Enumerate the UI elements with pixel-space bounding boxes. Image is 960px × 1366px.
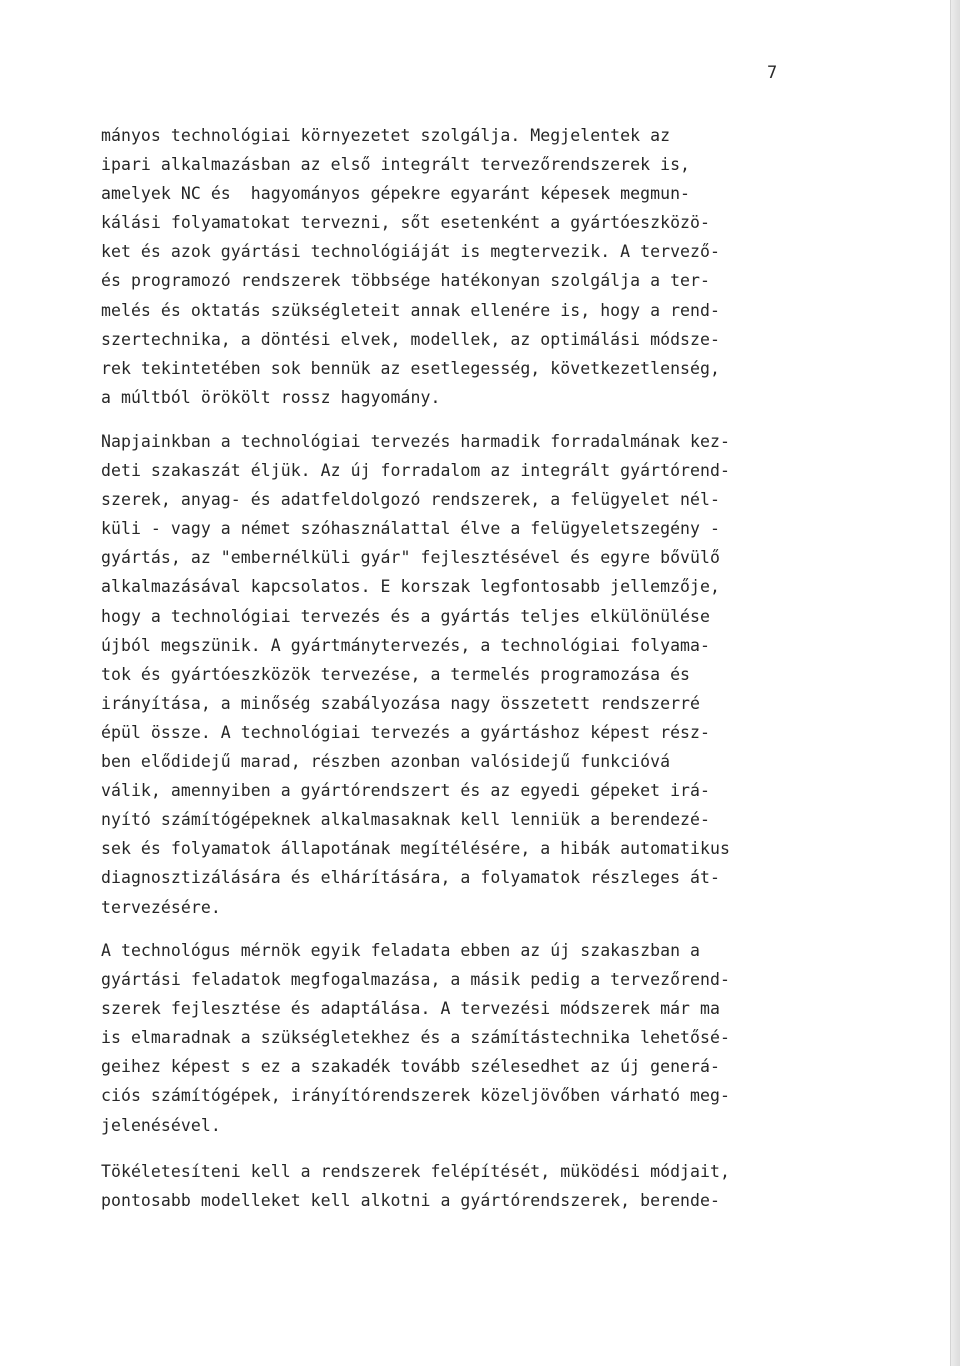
paragraph-3: A technológus mérnök egyik feladata ebben az új szakaszban a gyártási feladatok megfogalmazása, a másik pedig a tervezőrend- szerek fejlesztése és adaptálása. A tervezési módszerek már ma is elmaradnak a szükségletekhez és a számítástechnika lehetősé- geihez képest s ez a szakadék tovább szélesedhet az új generá- ciós számítógépek, irányítórendszerek közeljövőben várható meg- jelenésével.: [101, 941, 730, 1135]
scan-border: [951, 0, 960, 1366]
page-number: 7: [767, 63, 778, 83]
paragraph-1: mányos technológiai környezetet szolgálja. Megjelentek az ipari alkalmazásban az első integrált tervezőrendszerek is, amelyek NC és hagyományos gépekre egyaránt képesek megmun- kálási folyamatokat tervezni, sőt esetenként a gyártóeszközö- ket és azok gyártási technológiáját is megtervezik. A tervező- és programozó rendszerek többsége hatékonyan szolgálja a ter- melés és oktatás szükségleteit annak ellenére is, hogy a rend- szertechnika, a döntési elvek, modellek, az optimálási módsze- rek tekintetében sok bennük az esetlegesség, következetlenség, a múltból örökölt rossz hagyomány.: [101, 126, 720, 407]
paragraph-4: Tökéletesíteni kell a rendszerek felépítését, müködési módjait, pontosabb modelleket kell alkotni a gyártórendszerek, berende-: [101, 1162, 730, 1211]
paragraph-2: Napjainkban a technológiai tervezés harmadik forradalmának kez- deti szakaszát éljük. Az új forradalom az integrált gyártórend- szerek, anyag- és adatfeldolgozó rendszerek, a felügyelet nél- küli - vagy a német szóhasználattal élve a felügyeletszegény - gyártás, az "embernélküli gyár" fejlesztésével és egyre bővülő alkalmazásával kapcsolatos. E korszak legfontosabb jellemzője, hogy a technológiai tervezés és a gyártás teljes elkülönülése újból megszünik. A gyártmánytervezés, a technológiai folyama- tok és gyártóeszközök tervezése, a termelés programozása és irányítása, a minőség szabályozása nagy összetett rendszerré épül össze. A technológiai tervezés a gyártáshoz képest rész- ben elődidejű marad, részben azonban valósidejű funkcióvá válik, amennyiben a gyártórendszert és az egyedi gépeket irá- nyító számítógépeknek alkalmasaknak kell lenniük a berendezé- sek és folyamatok állapotának megítélésére, a hibák automatikus diagnosztizálására és elhárítására, a folyamatok részleges át- tervezésére.: [101, 432, 730, 917]
